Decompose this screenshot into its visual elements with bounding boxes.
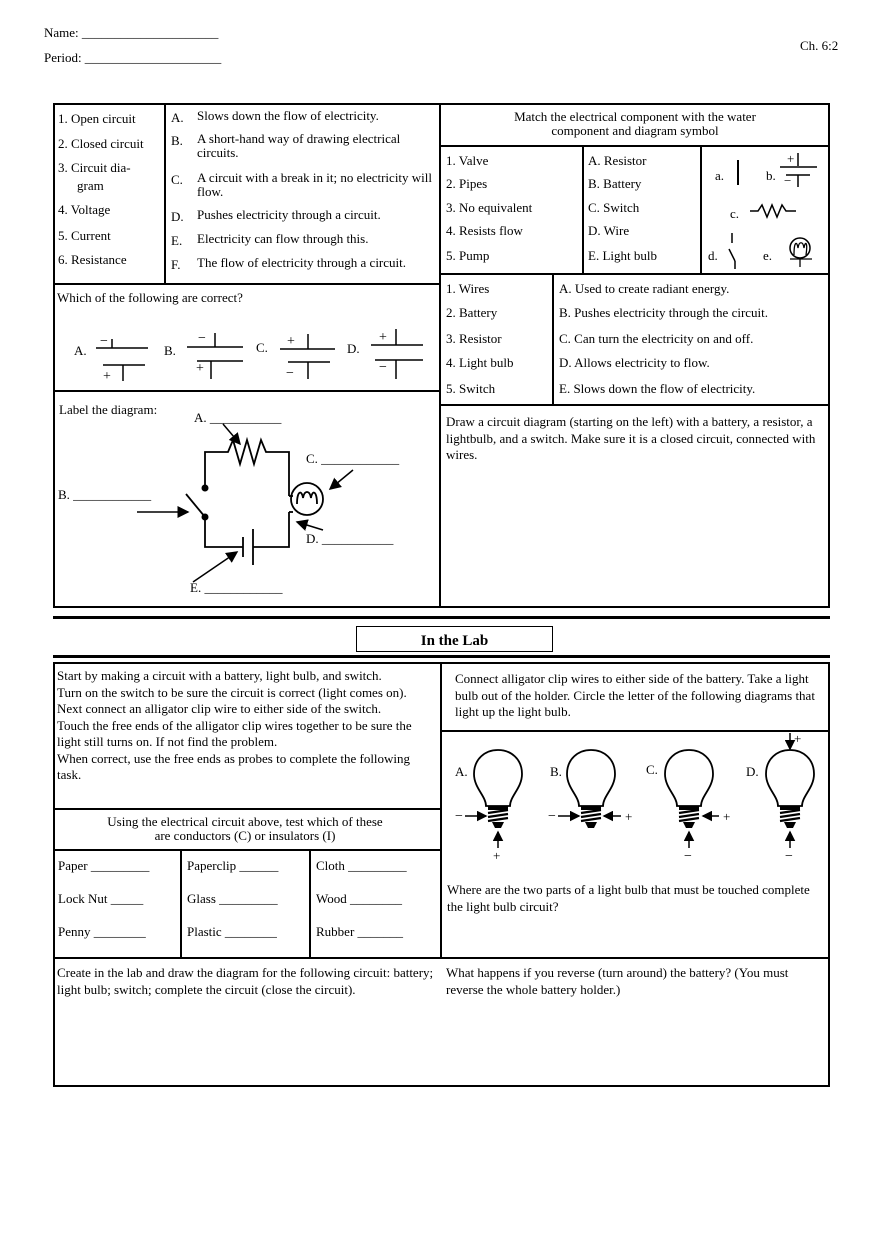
function-def: D. Allows electricity to flow. xyxy=(559,355,710,370)
vocab-term: 6. Resistance xyxy=(58,252,127,267)
svg-text:+: + xyxy=(787,151,795,166)
lab-title: In the Lab xyxy=(420,633,489,649)
component-item: C. Switch xyxy=(588,200,640,215)
reverse-question: What happens if you reverse (turn around) the battery? (You must reverse the whole battery holder.) xyxy=(446,965,789,997)
vocab-def: A short-hand way of drawing electrical circuits. xyxy=(197,131,401,160)
vocab-term: 5. Current xyxy=(58,228,111,243)
bulb-option-d[interactable]: D. xyxy=(746,764,759,779)
label-blank-e[interactable]: E. ____________ xyxy=(190,580,283,595)
label-blank-d[interactable]: D. ___________ xyxy=(306,531,394,546)
material-paper[interactable]: Paper _________ xyxy=(58,858,150,873)
vocab-term: gram xyxy=(77,178,104,193)
match-title: Match the electrical component with the water component and diagram symbol xyxy=(514,109,756,138)
clip-task: Connect alligator clip wires to either side of the battery. Take a light bulb out of the holder. Circle the letter of the following diagrams that light up the light bulb. xyxy=(455,671,815,719)
bulb-c xyxy=(665,750,730,864)
svg-text:+: + xyxy=(794,731,802,746)
svg-text:−: − xyxy=(198,331,206,346)
material-penny[interactable]: Penny ________ xyxy=(58,924,146,939)
component-item: E. Light bulb xyxy=(588,248,657,263)
divider xyxy=(439,103,441,608)
section-rule xyxy=(53,655,830,658)
conductor-title: Using the electrical circuit above, test which of these are conductors (C) or insulators (I) xyxy=(107,814,383,843)
label-blank-c[interactable]: C. ____________ xyxy=(306,451,400,466)
component-item: B. Battery xyxy=(588,176,642,191)
svg-text:−: − xyxy=(548,809,556,824)
svg-text:+: + xyxy=(723,809,731,824)
symbol-letter: d. xyxy=(708,248,718,263)
divider xyxy=(309,851,311,958)
symbol-letter: b. xyxy=(766,168,776,183)
divider xyxy=(552,274,554,405)
instruction-line: When correct, use the free ends as probes to complete the following task. xyxy=(57,750,411,782)
function-item: 4. Light bulb xyxy=(446,355,514,370)
section-rule xyxy=(53,616,830,619)
component-item: A. Resistor xyxy=(588,153,647,168)
chapter-label: Ch. 6:2 xyxy=(800,38,839,53)
svg-text:−: − xyxy=(379,360,387,375)
vocab-def-letter: A. xyxy=(171,110,184,125)
water-item: 2. Pipes xyxy=(446,176,488,191)
vocab-def: A circuit with a break in it; no electricity will flow. xyxy=(197,170,433,199)
vocab-def-letter: E. xyxy=(171,233,183,248)
name-field[interactable]: Name: _____________________ xyxy=(44,25,219,40)
vocab-def-letter: D. xyxy=(171,209,184,224)
lab-instructions xyxy=(57,668,437,784)
svg-text:+: + xyxy=(196,361,204,376)
label-blank-a[interactable]: A. ___________ xyxy=(194,410,282,425)
arrow-a xyxy=(223,424,240,444)
option-label: C. xyxy=(256,340,268,355)
symbol-letter: c. xyxy=(730,206,740,221)
water-item: 3. No equivalent xyxy=(446,200,533,215)
svg-text:−: − xyxy=(784,173,792,188)
divider xyxy=(582,145,584,274)
divider xyxy=(164,103,166,283)
material-cloth[interactable]: Cloth _________ xyxy=(316,858,407,873)
option-label: B. xyxy=(164,343,176,358)
function-item: 5. Switch xyxy=(446,381,496,396)
vocab-term: 4. Voltage xyxy=(58,202,111,217)
function-item: 1. Wires xyxy=(446,281,490,296)
vocab-def: Electricity can flow through this. xyxy=(197,231,369,246)
function-def: A. Used to create radiant energy. xyxy=(559,281,730,296)
svg-text:+: + xyxy=(287,334,295,349)
material-wood[interactable]: Wood ________ xyxy=(316,891,402,906)
option-label: A. xyxy=(74,343,87,358)
bulb-option-b[interactable]: B. xyxy=(550,764,562,779)
svg-text:−: − xyxy=(100,334,108,349)
vocab-term: 1. Open circuit xyxy=(58,111,136,126)
lightbulb xyxy=(291,483,323,515)
vocab-def-letter: C. xyxy=(171,172,183,187)
material-paperclip[interactable]: Paperclip ______ xyxy=(187,858,279,873)
water-item: 1. Valve xyxy=(446,153,489,168)
label-diagram-title: Label the diagram: xyxy=(59,402,158,417)
instruction-line: Start by making a circuit with a battery, light bulb, and switch. xyxy=(57,668,382,683)
vocab-term: 2. Closed circuit xyxy=(58,136,144,151)
label-blank-b[interactable]: B. ____________ xyxy=(58,487,152,502)
function-def: B. Pushes electricity through the circuit. xyxy=(559,305,769,320)
lightbulb-symbol xyxy=(790,238,812,267)
vocab-def: Pushes electricity through a circuit. xyxy=(197,207,381,222)
create-task: Create in the lab and draw the diagram for the following circuit: battery; light bulb; switch; complete the circuit (close the circuit). xyxy=(57,965,434,997)
vocab-def: The flow of electricity through a circuit. xyxy=(197,255,407,270)
divider xyxy=(53,849,442,851)
instruction-line: Turn on the switch to be sure the circuit is correct (light comes on). xyxy=(57,684,407,700)
touch-question: Where are the two parts of a light bulb that must be touched complete the light bulb circuit? xyxy=(447,882,810,914)
svg-text:+: + xyxy=(379,330,387,345)
bulb-d xyxy=(766,731,814,864)
svg-text:+: + xyxy=(103,369,111,384)
switch-symbol xyxy=(729,233,735,269)
svg-text:+: + xyxy=(493,848,501,863)
arrow-c xyxy=(330,470,353,489)
bulb-b xyxy=(548,750,632,828)
option-label: D. xyxy=(347,341,360,356)
battery-symbol xyxy=(780,151,817,188)
battery-options xyxy=(53,285,439,390)
function-def: C. Can turn the electricity on and off. xyxy=(559,331,754,346)
material-plastic[interactable]: Plastic ________ xyxy=(187,924,277,939)
divider xyxy=(441,404,830,406)
symbol-letter: a. xyxy=(715,168,725,183)
circuit-diagram xyxy=(53,392,439,607)
function-def: E. Slows down the flow of electricity. xyxy=(559,381,756,396)
component-item: D. Wire xyxy=(588,223,630,238)
instruction-line: Touch the free ends of the alligator clip wires together to be sure the light still turns on. If not find the problem. xyxy=(57,717,412,749)
resistor xyxy=(205,440,289,484)
vocab-def-letter: B. xyxy=(171,133,183,148)
material-rubber[interactable]: Rubber _______ xyxy=(316,924,404,939)
svg-text:+: + xyxy=(625,809,633,824)
vocab-def: Slows down the flow of electricity. xyxy=(197,108,379,123)
material-glass[interactable]: Glass _________ xyxy=(187,891,278,906)
bulb-diagrams xyxy=(441,732,830,867)
bulb-a xyxy=(455,750,522,863)
svg-text:−: − xyxy=(286,366,294,381)
function-item: 2. Battery xyxy=(446,305,498,320)
material-locknut[interactable]: Lock Nut _____ xyxy=(58,891,144,906)
svg-text:−: − xyxy=(684,849,692,864)
function-item: 3. Resistor xyxy=(446,331,502,346)
svg-text:−: − xyxy=(455,809,463,824)
arrow-e xyxy=(193,552,237,582)
symbol-letter: e. xyxy=(763,248,773,263)
instruction-line: Next connect an alligator clip wire to either side of the switch. xyxy=(57,701,382,716)
vocab-def-letter: F. xyxy=(171,257,181,272)
arrow-d xyxy=(297,522,323,530)
period-field[interactable]: Period: _____________________ xyxy=(44,50,222,65)
circuit-symbols xyxy=(700,145,830,274)
bulb-option-c[interactable]: C. xyxy=(646,762,658,777)
draw-task: Draw a circuit diagram (starting on the left) with a battery, a resistor, a lightbulb, and a switch. Make sure it is a closed circuit, connected with wires. xyxy=(446,414,816,462)
divider xyxy=(180,851,182,958)
water-item: 5. Pump xyxy=(446,248,490,263)
vocab-term: 3. Circuit dia- xyxy=(58,160,131,175)
bulb-option-a[interactable]: A. xyxy=(455,764,468,779)
water-item: 4. Resists flow xyxy=(446,223,523,238)
svg-text:−: − xyxy=(785,849,793,864)
resistor-symbol xyxy=(750,205,796,217)
correct-question: Which of the following are correct? xyxy=(57,290,243,305)
